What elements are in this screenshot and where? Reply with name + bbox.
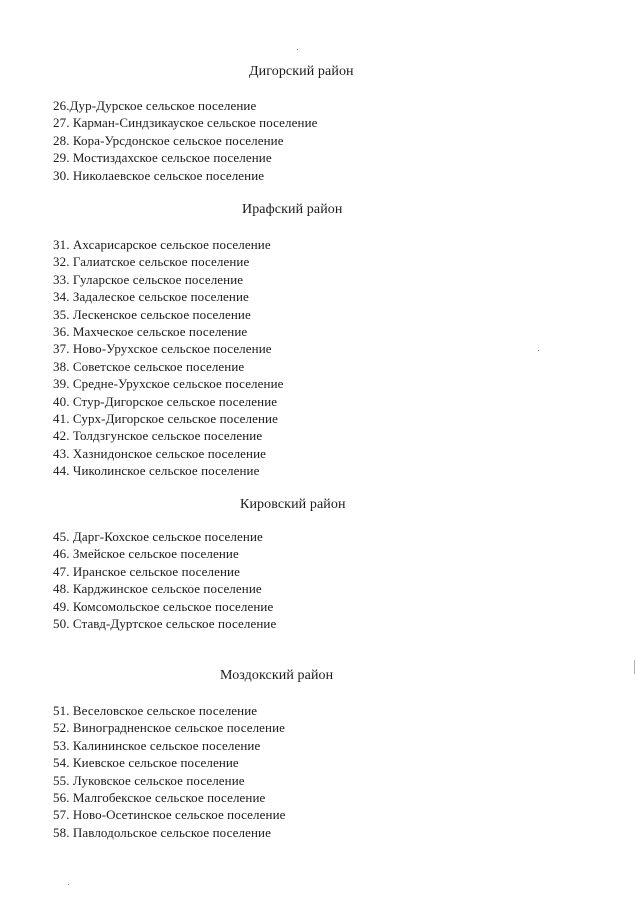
scan-speck: [297, 49, 298, 50]
settlement-item: 55. Луковское сельское поселение: [53, 772, 245, 788]
settlement-item: 33. Гуларское сельское поселение: [53, 271, 244, 287]
settlement-item: 35. Лескенское сельское поселение: [53, 306, 251, 322]
settlement-list-irafsky: [53, 236, 284, 479]
district-heading-irafsky: Ирафский район: [242, 202, 343, 217]
settlement-item: 30. Николаевское сельское поселение: [53, 167, 265, 183]
settlement-item: 34. Задалеское сельское поселение: [53, 289, 249, 305]
settlement-item: 31. Ахсарисарское сельское поселение: [53, 237, 271, 252]
settlement-item: 41. Сурх-Дигорское сельское поселение: [53, 410, 278, 426]
settlement-item: 57. Ново-Осетинское сельское поселение: [53, 807, 286, 823]
scan-edge-mark: [634, 660, 635, 674]
scan-speck: [68, 884, 69, 885]
settlement-item: 32. Галиатское сельское поселение: [53, 254, 250, 270]
district-heading-mozdoksky: Моздокский район: [220, 668, 334, 683]
settlement-item: 28. Кора-Урсдонское сельское поселение: [53, 132, 284, 148]
settlement-item: 48. Карджинское сельское поселение: [53, 581, 262, 597]
settlement-item: 50. Ставд-Дуртское сельское поселение: [53, 615, 277, 631]
settlement-list-digorsky: [53, 97, 318, 184]
settlement-item: 40. Стур-Дигорское сельское поселение: [53, 393, 278, 409]
settlement-item: 27. Карман-Синдзикауское сельское поселение: [53, 115, 318, 131]
settlement-item: 49. Комсомольское сельское поселение: [53, 598, 274, 614]
district-heading-kirovsky: Кировский район: [240, 497, 346, 512]
settlement-item: 44. Чиколинское сельское поселение: [53, 463, 260, 479]
settlement-list-mozdoksky: [53, 702, 286, 841]
settlement-item: 29. Мостиздахское сельское поселение: [53, 150, 272, 166]
settlement-item: 36. Махческое сельское поселение: [53, 323, 248, 339]
settlement-item: 38. Советское сельское поселение: [53, 358, 245, 374]
settlement-item: 39. Средне-Урухское сельское поселение: [53, 376, 284, 392]
settlement-item: 45. Дарг-Кохское сельское поселение: [53, 529, 263, 544]
settlement-item: 47. Иранское сельское поселение: [53, 563, 240, 579]
settlement-item: 58. Павлодольское сельское поселение: [53, 824, 271, 840]
district-heading-digorsky: Дигорский район: [249, 64, 354, 79]
settlement-item: 52. Виноградненское сельское поселение: [53, 720, 286, 736]
settlement-item: 37. Ново-Урухское сельское поселение: [53, 341, 272, 357]
settlement-item: 43. Хазнидонское сельское поселение: [53, 445, 267, 461]
scan-speck: [538, 350, 539, 351]
settlement-item: 42. Толдзгунское сельское поселение: [53, 428, 263, 444]
settlement-item: 51. Веселовское сельское поселение: [53, 703, 258, 718]
settlement-item: 46. Змейское сельское поселение: [53, 546, 239, 562]
settlement-item: 26.Дур-Дурское сельское поселение: [53, 98, 257, 113]
settlement-list-kirovsky: [53, 528, 276, 632]
settlement-item: 54. Киевское сельское поселение: [53, 755, 239, 771]
settlement-item: 56. Малгобекское сельское поселение: [53, 789, 266, 805]
settlement-item: 53. Калининское сельское поселение: [53, 737, 261, 753]
